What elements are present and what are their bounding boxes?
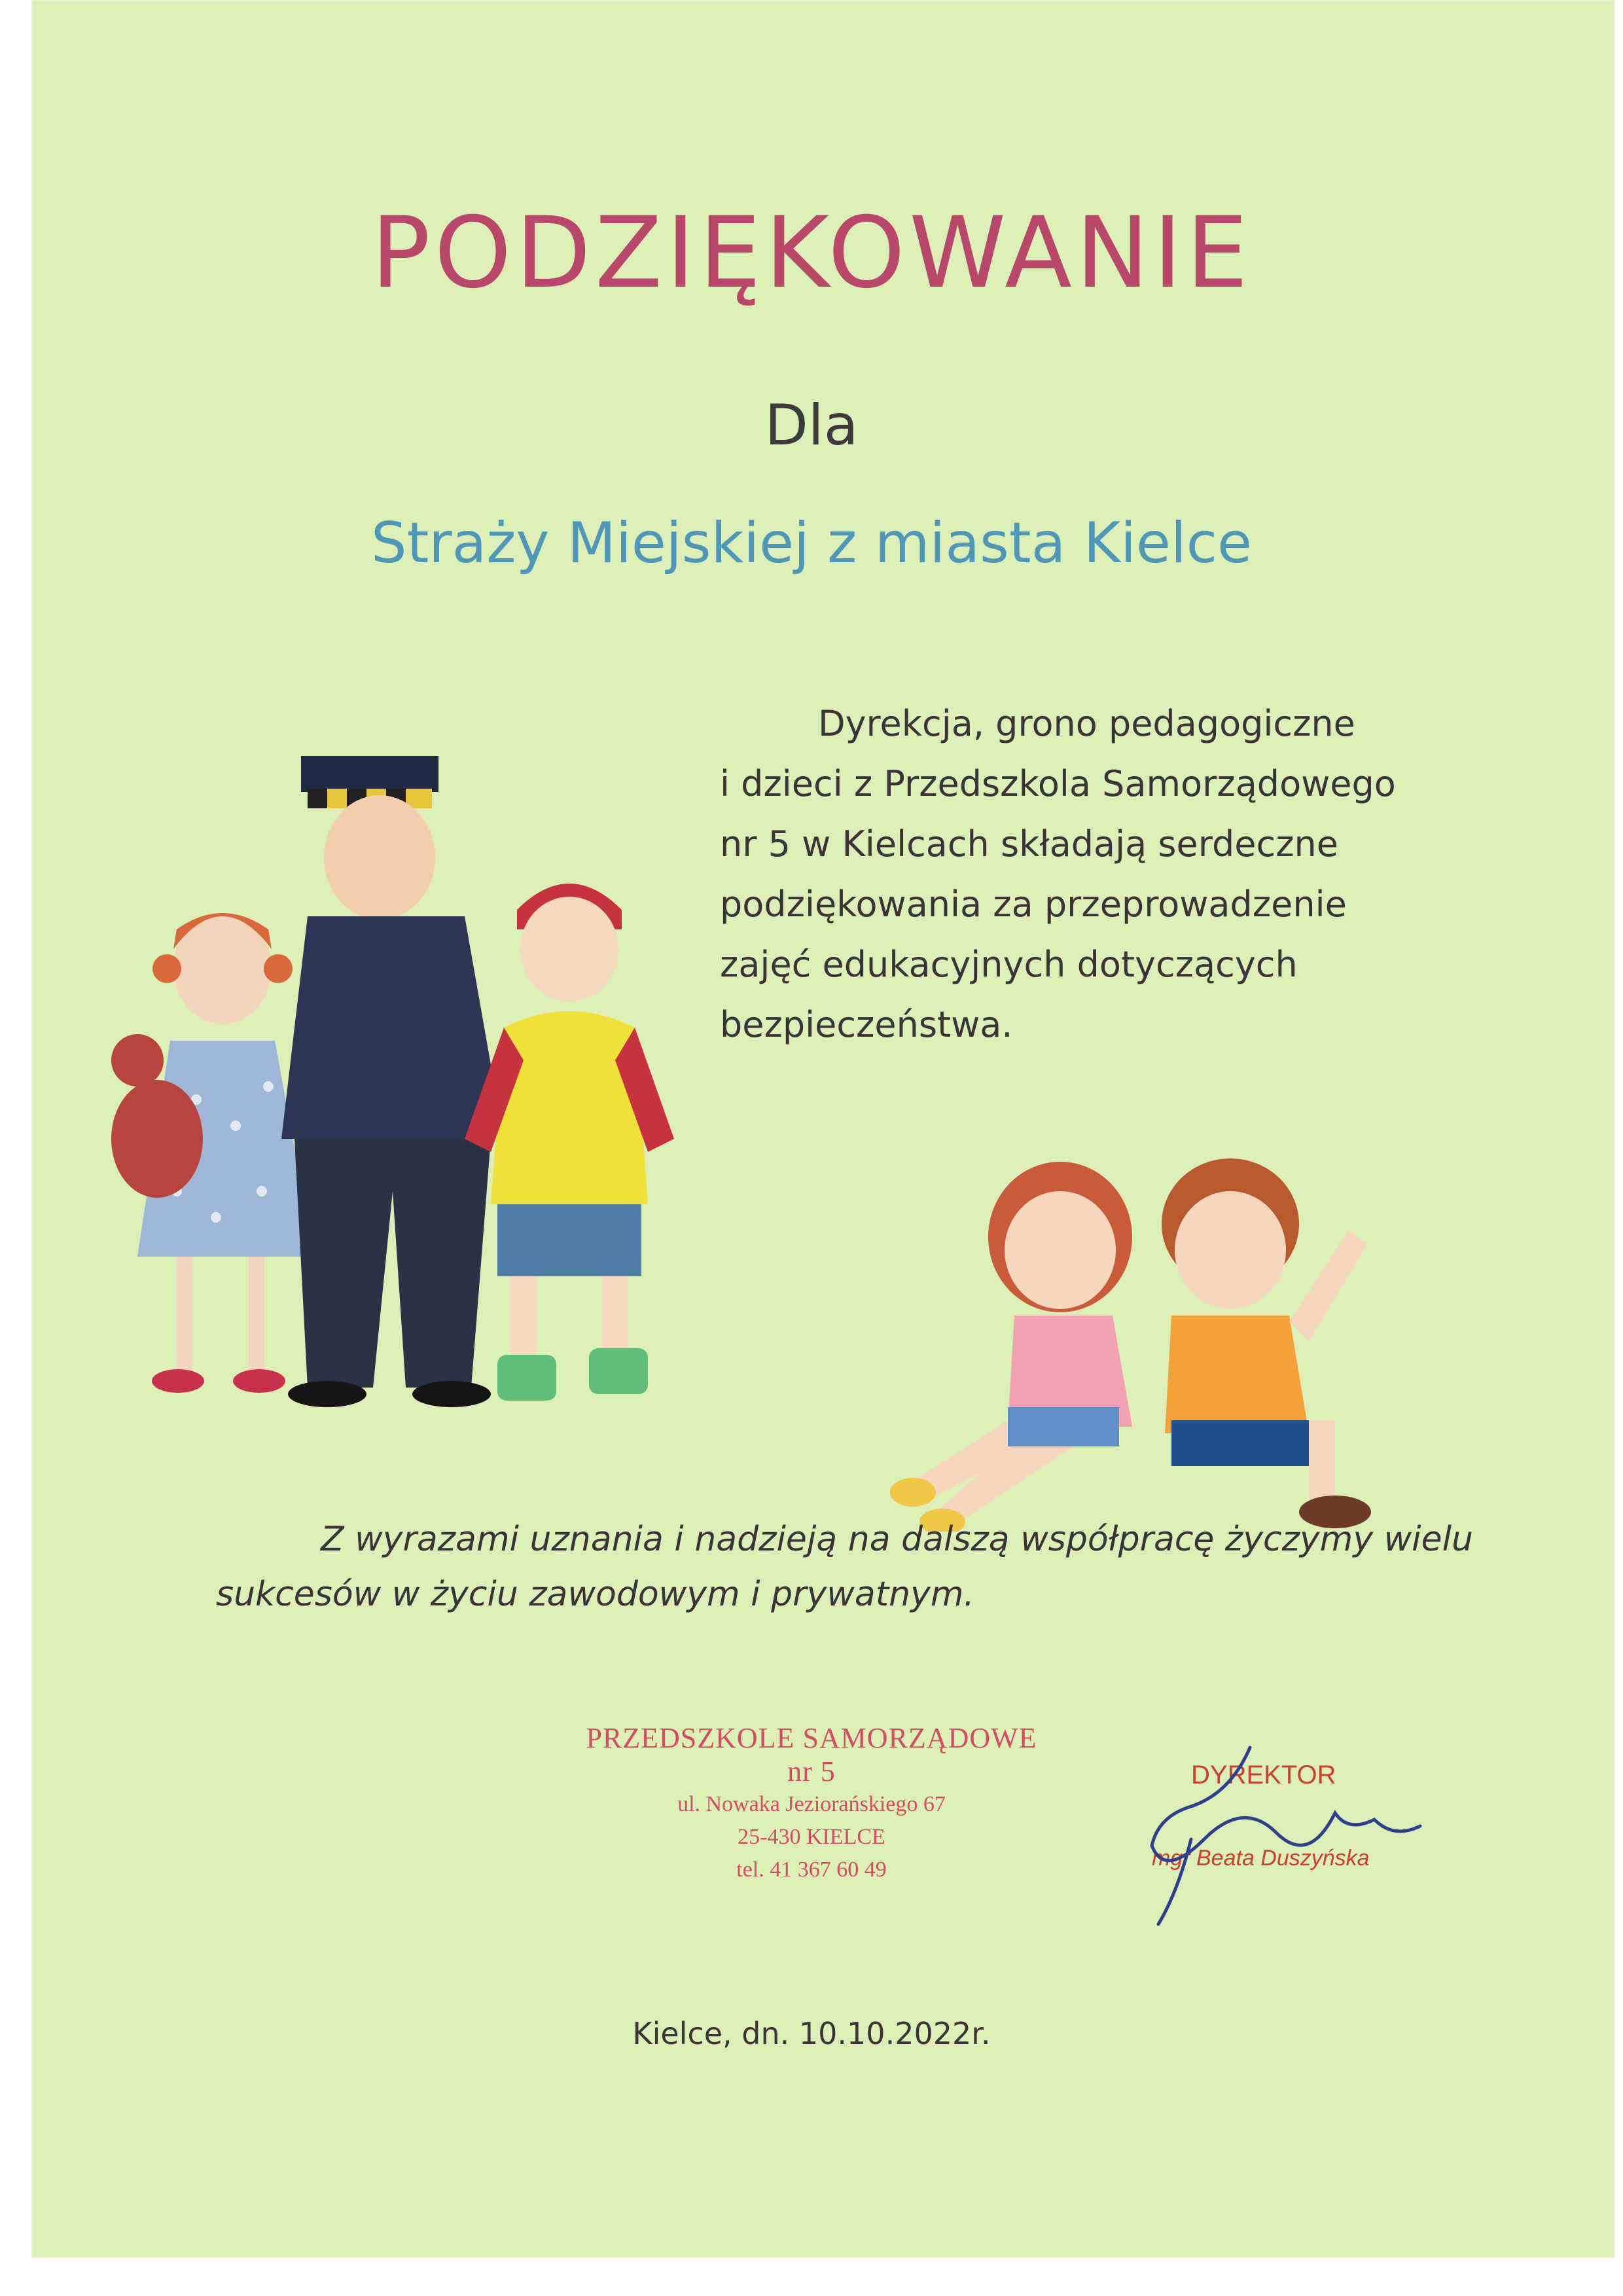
body-line: zajęć edukacyjnych dotyczących — [720, 944, 1298, 985]
director-signature-block — [1113, 1734, 1466, 1931]
issue-date: Kielce, dn. 10.10.2022r. — [632, 2016, 991, 2051]
city-guard-figure-icon — [281, 756, 504, 1407]
sitting-girl-icon — [890, 1162, 1132, 1532]
two-children-sitting-illustration — [864, 1113, 1400, 1532]
director-role-stamp: DYREKTOR — [1191, 1761, 1336, 1789]
boy-on-rollerblades-icon — [465, 884, 674, 1401]
handwritten-signature-icon — [1113, 1734, 1466, 1931]
certificate-title: PODZIĘKOWANIE — [371, 196, 1252, 310]
closing-line: Z wyrazami uznania i nadzieją na dalszą współpracę życzymy wielu — [321, 1520, 1473, 1559]
dla-label: Dla — [764, 393, 859, 458]
closing-wishes — [216, 1512, 1473, 1622]
stamp-phone: tel. 41 367 60 49 — [736, 1857, 887, 1882]
city-guard-with-children-illustration — [98, 733, 707, 1440]
girl-figure-icon — [111, 913, 314, 1393]
closing-line: sukcesów w życiu zawodowym i prywatnym. — [216, 1575, 975, 1614]
preschool-stamp — [576, 1721, 1047, 1886]
recipient-name: Straży Miejskiej z miasta Kielce — [371, 511, 1252, 576]
stamp-street: ul. Nowaka Jeziorańskiego 67 — [677, 1792, 946, 1816]
body-line: i dzieci z Przedszkola Samorządowego — [720, 763, 1396, 804]
body-line: Dyrekcja, grono pedagogiczne — [818, 703, 1355, 744]
stamp-city: 25-430 KIELCE — [738, 1825, 885, 1849]
body-line: podziękowania za przeprowadzenie — [720, 884, 1347, 925]
body-line: nr 5 w Kielcach składają serdeczne — [720, 823, 1338, 865]
thanks-paragraph — [720, 694, 1453, 1055]
stamp-institution-name: PRZEDSZKOLE SAMORZĄDOWE nr 5 — [586, 1722, 1037, 1787]
sitting-boy-icon — [1162, 1158, 1371, 1528]
body-line: bezpieczeństwa. — [720, 1004, 1013, 1045]
director-name-stamp: mgr Beata Duszyńska — [1152, 1846, 1370, 1871]
